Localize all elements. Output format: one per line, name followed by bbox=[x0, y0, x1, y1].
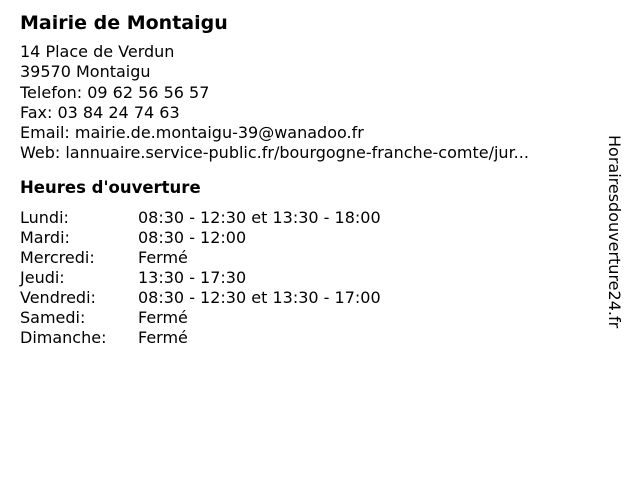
day-label: Lundi: bbox=[20, 207, 69, 227]
day-label: Jeudi: bbox=[20, 267, 65, 287]
day-label: Mardi: bbox=[20, 227, 70, 247]
time-value: 08:30 - 12:30 et 13:30 - 18:00 bbox=[138, 207, 381, 227]
day-label: Dimanche: bbox=[20, 327, 107, 347]
opening-hours-heading: Heures d'ouverture bbox=[20, 177, 201, 197]
phone-line[interactable]: Telefon: 09 62 56 56 57 bbox=[20, 82, 210, 102]
day-label: Vendredi: bbox=[20, 287, 96, 307]
fax-line: Fax: 03 84 24 74 63 bbox=[20, 102, 180, 122]
day-label: Samedi: bbox=[20, 307, 86, 327]
city-line: 39570 Montaigu bbox=[20, 62, 151, 82]
time-value: Fermé bbox=[138, 307, 188, 327]
time-value: 13:30 - 17:30 bbox=[138, 267, 247, 287]
opening-hours-table bbox=[20, 208, 610, 348]
hours-row-monday bbox=[20, 208, 610, 228]
email-line[interactable]: Email: mairie.de.montaigu-39@wanadoo.fr bbox=[20, 123, 364, 143]
hours-row-wednesday bbox=[20, 248, 610, 268]
day-label: Mercredi: bbox=[20, 247, 95, 267]
site-watermark: Horairesdouverture24.fr bbox=[605, 135, 624, 329]
time-value: Fermé bbox=[138, 327, 188, 347]
hours-row-sunday bbox=[20, 328, 610, 348]
hours-row-tuesday bbox=[20, 228, 610, 248]
time-value: 08:30 - 12:00 bbox=[138, 227, 247, 247]
web-line[interactable]: Web: lannuaire.service-public.fr/bourgogne-franche-comte/jur... bbox=[20, 143, 529, 163]
time-value: 08:30 - 12:30 et 13:30 - 17:00 bbox=[138, 287, 381, 307]
hours-row-saturday bbox=[20, 308, 610, 328]
page-title: Mairie de Montaigu bbox=[20, 12, 228, 34]
address-block bbox=[20, 42, 610, 164]
street-address: 14 Place de Verdun bbox=[20, 42, 175, 61]
hours-row-friday bbox=[20, 288, 610, 308]
hours-row-thursday bbox=[20, 268, 610, 288]
time-value: Fermé bbox=[138, 247, 188, 267]
info-card bbox=[20, 10, 610, 348]
